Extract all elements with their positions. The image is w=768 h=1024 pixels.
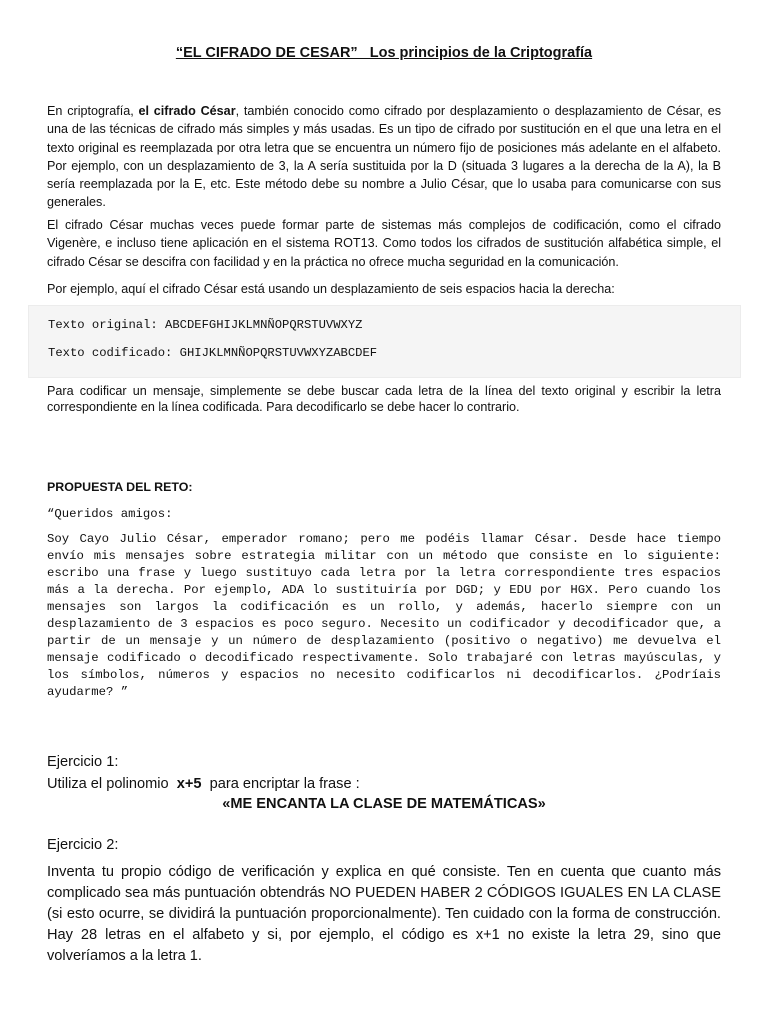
intro-p1-start: En criptografía, [47,104,139,118]
exercise-1-title: Ejercicio 1: [47,754,119,770]
example-encoded-line: Texto codificado: GHIJKLMNÑOPQRSTUVWXYZABCDEF [48,346,378,360]
exercise-1-text-start: Utiliza el polinomio [47,776,173,792]
letter-body: Soy Cayo Julio César, emperador romano; pero me podéis llamar César. Desde hace tiempo envío mis mensajes sobre estrategia militar con un método que consiste en lo siguiente: escribo una frase y luego sustituyo cada letra por la letra correspondiente tres espacios más a la derecha. Por ejemplo, ADA lo sustituiría por DGD; y EDU por HGX. Pero cuando los mensajes son largos la codificación es un rollo, y además, hacerlo siempre con un desplazamiento de 3 espacios es poco seguro. Necesito un codificador y decodificador que, a partir de un mensaje y un número de desplazamiento (positivo o negativo) me devuelva el mensaje codificado o decodificado respectivamente. Solo trabajaré con letras mayúsculas, y los símbolos, números y espacios no necesito codificarlos ni decodificarlos. ¿Podríais ayudarme? ” [47,532,721,699]
exercise-1-phrase: «ME ENCANTA LA CLASE DE MATEMÁTICAS» [222,796,546,812]
exercise-1-instruction [47,774,721,795]
example-original-line: Texto original: ABCDEFGHIJKLMNÑOPQRSTUVWXYZ [48,318,363,332]
intro-paragraph-3: Por ejemplo, aquí el cifrado César está usando un desplazamiento de seis espacios hacia la derecha: [47,282,615,296]
challenge-heading: PROPUESTA DEL RETO: [47,480,193,494]
example-code-box [28,305,741,378]
polynomial: x+5 [176,776,202,792]
intro-p1-rest: , también conocido como cifrado por desplazamiento o desplazamiento de César, es una de las técnicas de cifrado más simples y más usadas. Es un tipo de cifrado por sustitución en el que una letra en el texto original es reemplazada por otra letra que se encuentra un número fijo de posiciones más adelante en el alfabeto. Por ejemplo, con un desplazamiento de 3, la A sería sustituida por la D (situada 3 lugares a la derecha de la A), la B sería reemplazada por la E, etc. Este método debe su nombre a Julio César, que lo usaba para comunicarse con sus generales. [47,104,721,210]
letter-greeting: “Queridos amigos: [47,507,173,521]
exercise-2-title: Ejercicio 2: [47,837,119,853]
intro-p1-bold: el cifrado César [138,104,236,118]
intro-paragraph-2: El cifrado César muchas veces puede formar parte de sistemas más complejos de codificación, como el cifrado Vigenère, e incluso tiene aplicación en el sistema ROT13. Como todos los cifrados de sustitución alfabética simple, el cifrado César se descifra con facilidad y en la práctica no ofrece mucha seguridad en la comunicación. [47,218,721,269]
exercise-2-text: Inventa tu propio código de verificación y explica en qué consiste. Ten en cuenta que cuanto más complicado sea más puntuación obtendrás NO PUEDEN HABER 2 CÓDIGOS IGUALES EN LA CLASE (si esto ocurre, se dividirá la puntuación proporcionalmente). Ten cuidado con la forma de construcción. Hay 28 letras en el alfabeto y si, por ejemplo, el código es x+1 no existe la letra 29, sino que volveríamos a la letra 1. [47,864,721,964]
document-title: “EL CIFRADO DE CESAR” Los principios de la Criptografía [175,45,593,61]
exercise-1-text-end: para encriptar la frase : [201,776,360,792]
instructions-paragraph: Para codificar un mensaje, simplemente se debe buscar cada letra de la línea del texto original y escribir la letra correspondiente en la línea codificada. Para decodificarlo se debe hacer lo contrario. [47,384,721,414]
intro-paragraph-1 [47,102,721,212]
